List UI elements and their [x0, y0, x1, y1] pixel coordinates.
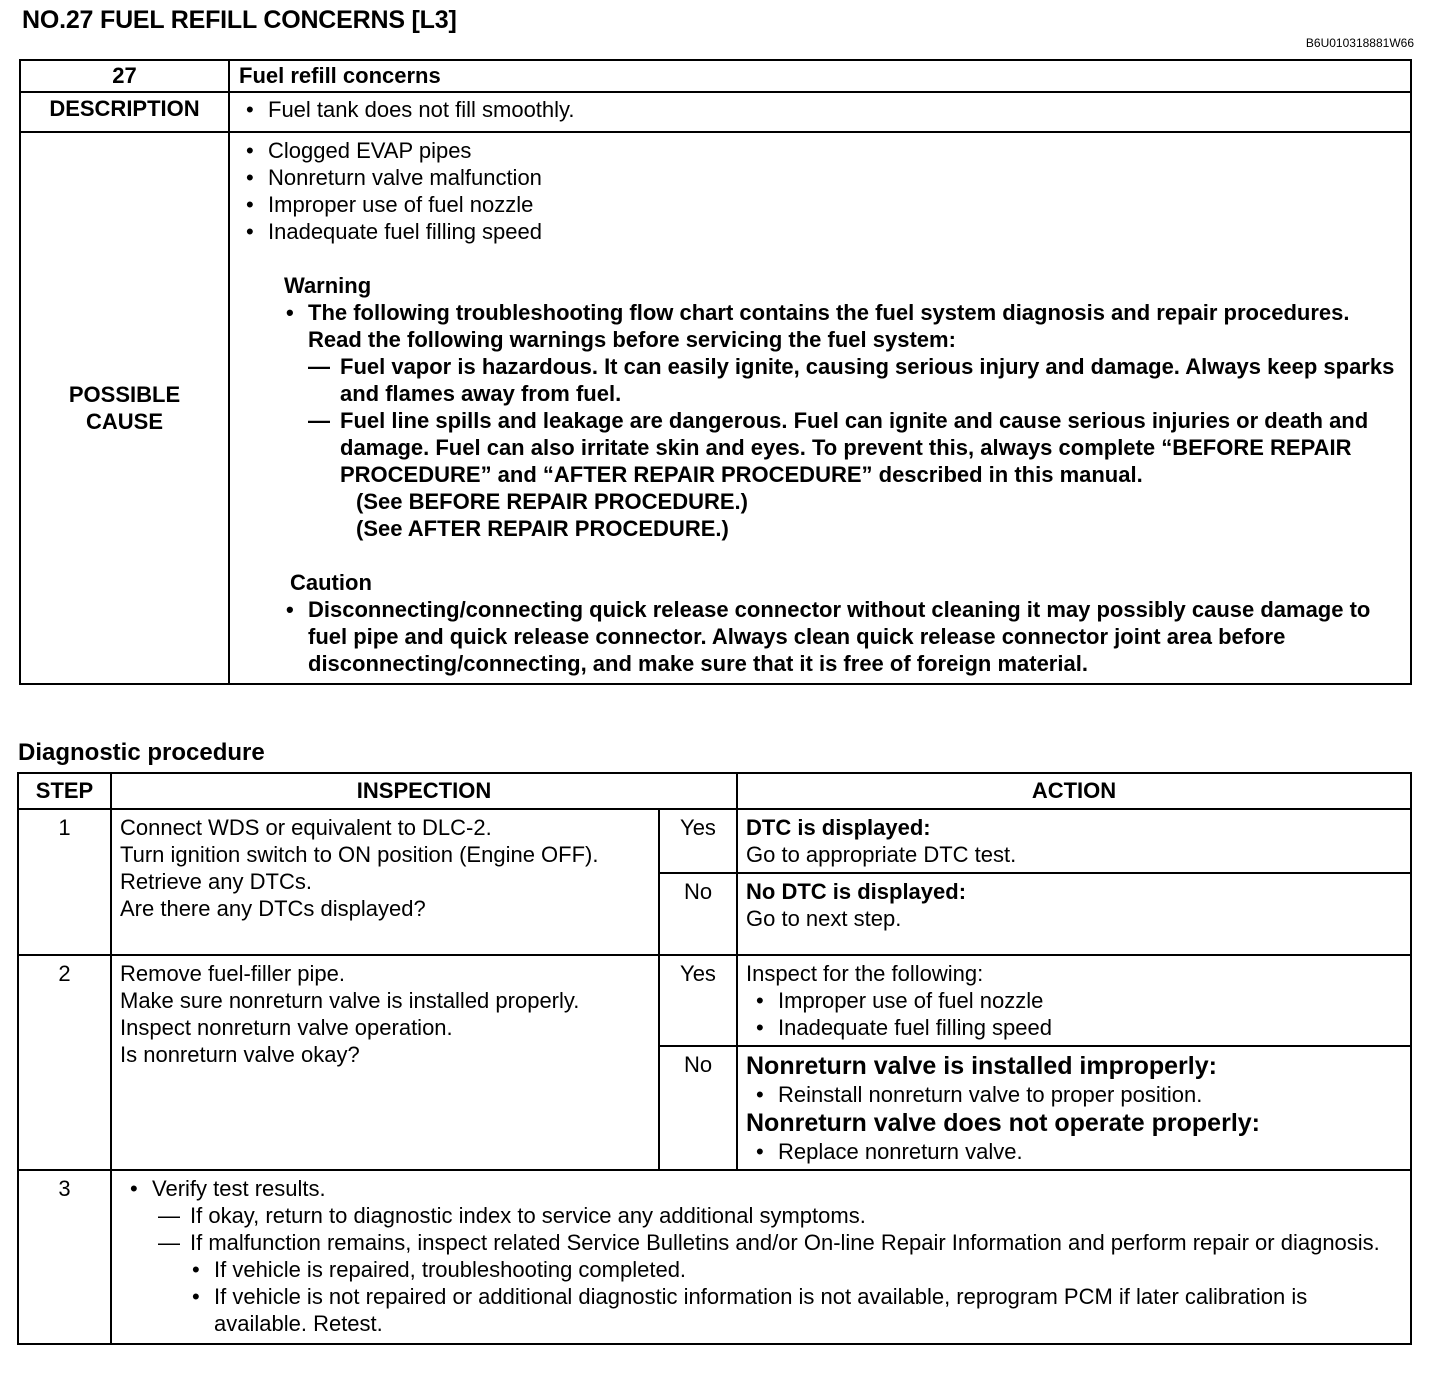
- warning-sub-item: — Fuel line spills and leakage are dangerous. Fuel can ignite and cause serious injuries or death and damage. Fuel can also irritate skin and eyes. To prevent this, always complete “BEFORE REPAIR PROCEDURE” and “AFTER REPAIR PROCEDURE” described in this manual.: [308, 407, 1400, 488]
- description-item: • Fuel tank does not fill smoothly.: [244, 96, 1400, 123]
- symptom-number: 27: [20, 60, 229, 92]
- warning-item: [284, 299, 1400, 542]
- step-number: 1: [18, 809, 111, 955]
- caution-block: [244, 569, 1400, 677]
- verify-sub-item: • If vehicle is repaired, troubleshooting completed.: [190, 1256, 1400, 1283]
- action-title: DTC is displayed:: [746, 815, 931, 840]
- action-yes-cell: [737, 809, 1411, 873]
- possible-cause-label-line1: POSSIBLE: [68, 382, 181, 407]
- document-id: B6U010318881W66: [1305, 36, 1414, 50]
- warning-title: Warning: [284, 273, 372, 298]
- step-row: [18, 1170, 1411, 1344]
- inspection-line: Retrieve any DTCs.: [120, 869, 312, 894]
- possible-cause-cell: [229, 132, 1411, 684]
- description-cell: [229, 92, 1411, 132]
- no-label: No: [659, 1046, 737, 1170]
- inspection-line: Make sure nonreturn valve is installed properly.: [120, 988, 580, 1013]
- step-number: 3: [18, 1170, 111, 1344]
- inspection-line: Turn ignition switch to ON position (Engine OFF).: [120, 842, 599, 867]
- inspection-line: Inspect nonreturn valve operation.: [120, 1015, 453, 1040]
- action-title: Nonreturn valve is installed improperly:: [746, 1052, 1217, 1080]
- description-row: [20, 92, 1411, 132]
- action-text: Go to appropriate DTC test.: [746, 842, 1017, 867]
- action-yes-cell: [737, 955, 1411, 1046]
- action-item: • Inadequate fuel filling speed: [754, 1014, 1404, 1041]
- possible-cause-row: [20, 132, 1411, 684]
- action-item: • Improper use of fuel nozzle: [754, 987, 1404, 1014]
- inspection-header: INSPECTION: [111, 773, 737, 809]
- warning-main-text: The following troubleshooting flow chart contains the fuel system diagnosis and repair procedures. Read the following warnings before servicing the fuel system:: [308, 300, 1350, 352]
- verify-cell: [111, 1170, 1411, 1344]
- verify-item: [128, 1175, 1400, 1202]
- possible-cause-label-line2: CAUSE: [85, 409, 163, 434]
- action-title: Nonreturn valve does not operate properly:: [746, 1109, 1260, 1137]
- no-label: No: [659, 873, 737, 955]
- cause-item: • Nonreturn valve malfunction: [244, 164, 1400, 191]
- yes-label: Yes: [659, 809, 737, 873]
- description-label: DESCRIPTION: [20, 92, 229, 132]
- cause-list: [244, 137, 1400, 245]
- inspection-line: Connect WDS or equivalent to DLC-2.: [120, 815, 492, 840]
- section-title: Diagnostic procedure: [18, 739, 265, 766]
- action-item: • Replace nonreturn valve.: [754, 1138, 1404, 1165]
- verify-dash-item: [158, 1229, 1400, 1337]
- verify-dash-text: If malfunction remains, inspect related Service Bulletins and/or On-line Repair Information and perform repair or diagnosis.: [190, 1230, 1380, 1255]
- step-number: 2: [18, 955, 111, 1170]
- diagnostic-header-row: [18, 773, 1411, 809]
- action-text: Go to next step.: [746, 906, 902, 931]
- symptom-header-row: [20, 60, 1411, 92]
- see-before-repair-link[interactable]: (See BEFORE REPAIR PROCEDURE.): [356, 489, 748, 514]
- yes-label: Yes: [659, 955, 737, 1046]
- warning-block: [244, 272, 1400, 542]
- inspection-cell: [111, 955, 659, 1170]
- inspection-line: Is nonreturn valve okay?: [120, 1042, 360, 1067]
- verify-sub-item: • If vehicle is not repaired or additional diagnostic information is not available, reprogram PCM if later calibration is available. Retest.: [190, 1283, 1400, 1337]
- caution-item: • Disconnecting/connecting quick release connector without cleaning it may possibly cause damage to fuel pipe and quick release connector. Always clean quick release connector joint area before disconnecting/connecting, and make sure that it is free of foreign material.: [284, 596, 1400, 677]
- possible-cause-label: [20, 132, 229, 684]
- action-title: No DTC is displayed:: [746, 879, 967, 904]
- symptom-table: [19, 59, 1412, 685]
- verify-main: Verify test results.: [152, 1176, 326, 1201]
- action-no-cell: [737, 1046, 1411, 1170]
- cause-item: • Improper use of fuel nozzle: [244, 191, 1400, 218]
- page-title: NO.27 FUEL REFILL CONCERNS [L3]: [22, 6, 457, 34]
- see-after-repair-link[interactable]: (See AFTER REPAIR PROCEDURE.): [356, 516, 729, 541]
- inspection-line: Are there any DTCs displayed?: [120, 896, 426, 921]
- step-row: [18, 955, 1411, 1046]
- cause-item: • Inadequate fuel filling speed: [244, 218, 1400, 245]
- warning-sub-item: — Fuel vapor is hazardous. It can easily ignite, causing serious injury and damage. Always keep sparks and flames away from fuel.: [308, 353, 1400, 407]
- step-header: STEP: [18, 773, 111, 809]
- caution-title: Caution: [290, 570, 372, 595]
- action-item: • Reinstall nonreturn valve to proper position.: [754, 1081, 1404, 1108]
- diagnostic-table: [17, 772, 1412, 1345]
- cause-item: • Clogged EVAP pipes: [244, 137, 1400, 164]
- action-header: ACTION: [737, 773, 1411, 809]
- inspection-line: Remove fuel-filler pipe.: [120, 961, 345, 986]
- symptom-name: Fuel refill concerns: [229, 60, 1411, 92]
- verify-dash-item: — If okay, return to diagnostic index to service any additional symptoms.: [158, 1202, 1400, 1229]
- step-row: [18, 809, 1411, 873]
- action-text: Inspect for the following:: [746, 961, 984, 986]
- action-no-cell: [737, 873, 1411, 955]
- inspection-cell: [111, 809, 659, 955]
